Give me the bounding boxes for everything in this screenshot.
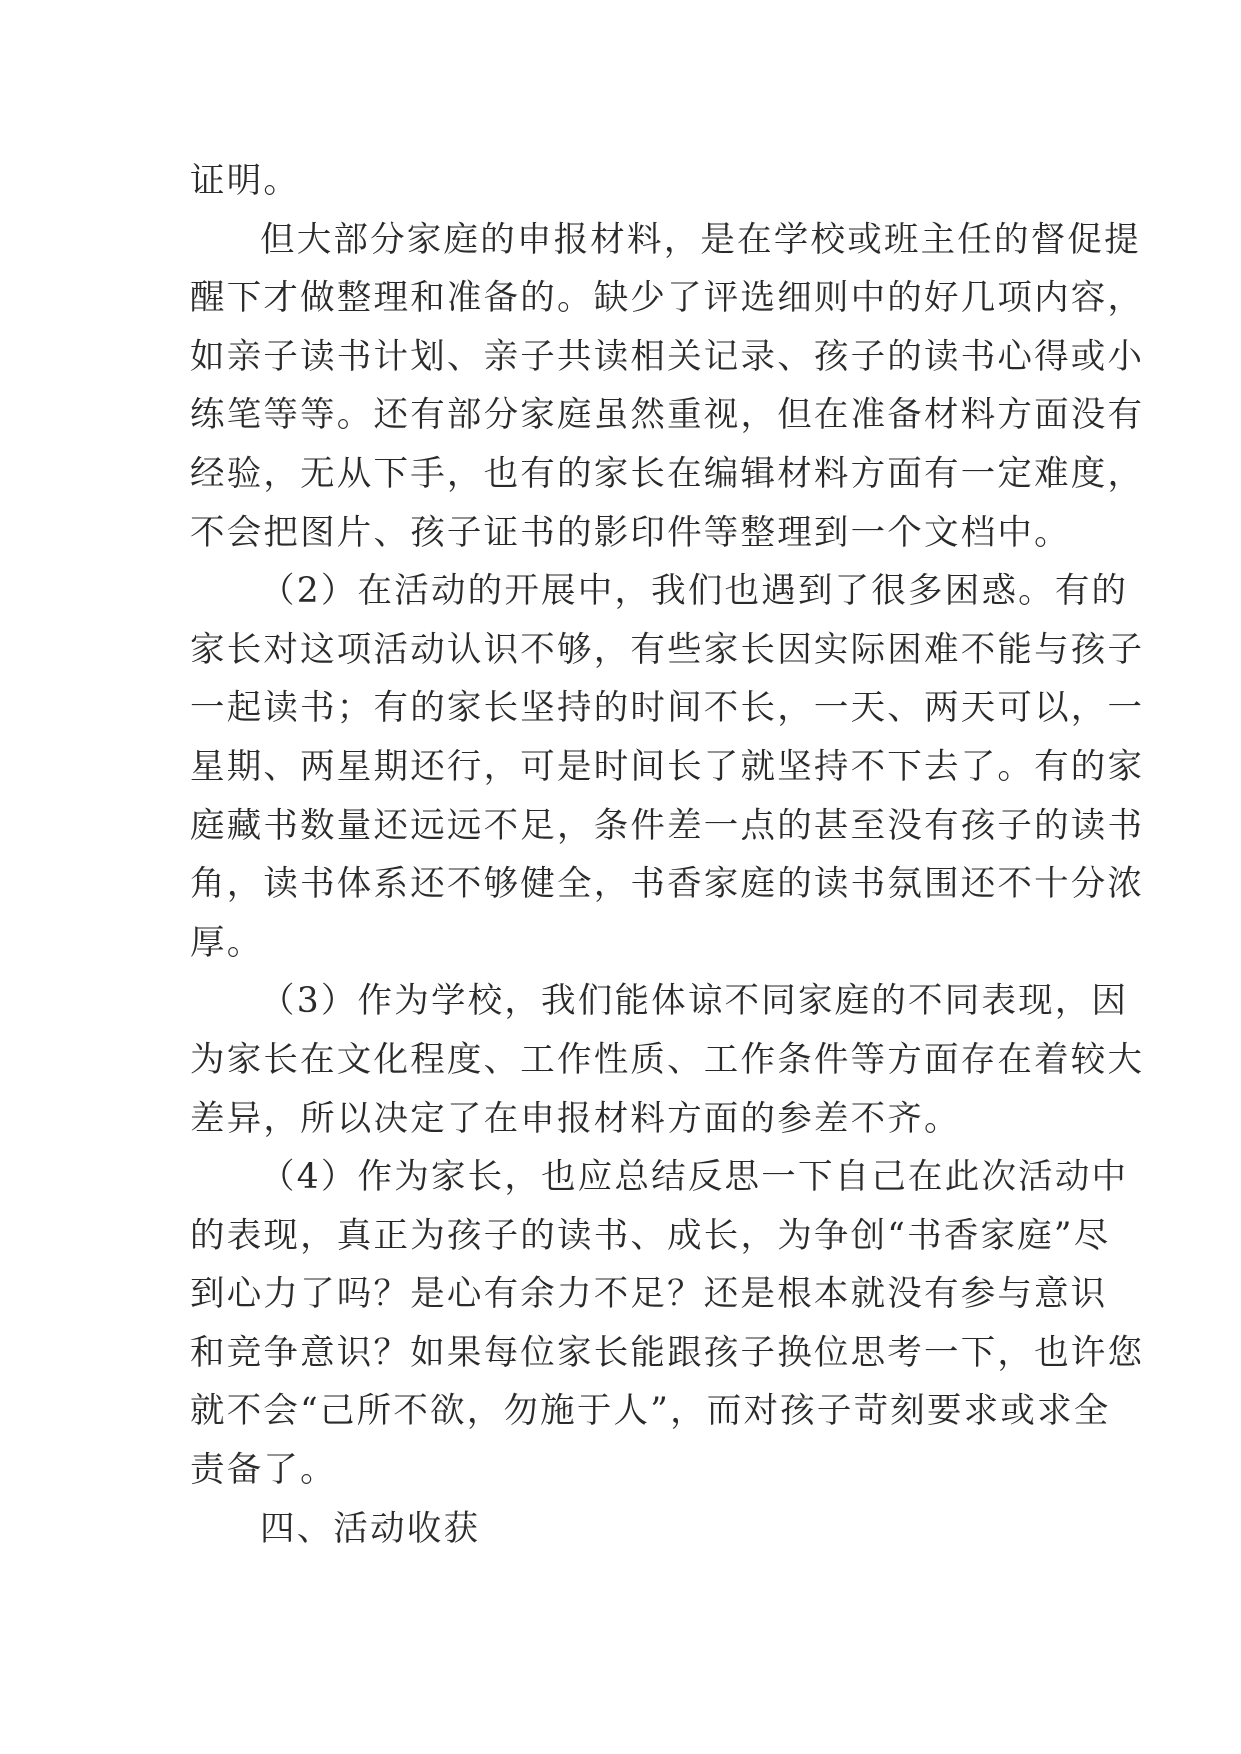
text-line: 醒下才做整理和准备的。缺少了评选细则中的好几项内容， xyxy=(190,278,1145,319)
text-line: 就不会“己所不欲，勿施于人”，而对孩子苛刻要求或求全 xyxy=(190,1391,1111,1432)
text-line: 角，读书体系还不够健全，书香家庭的读书氛围还不十分浓 xyxy=(190,864,1145,905)
text-line: 为家长在文化程度、工作性质、工作条件等方面存在着较大 xyxy=(190,1039,1145,1080)
text-line: （3）作为学校，我们能体谅不同家庭的不同表现，因 xyxy=(260,981,1129,1022)
text-line: 厚。 xyxy=(190,922,264,963)
text-line: 一起读书；有的家长坚持的时间不长，一天、两天可以，一 xyxy=(190,688,1145,729)
text-line: 星期、两星期还行，可是时间长了就坚持不下去了。有的家 xyxy=(190,746,1145,787)
text-line: （4）作为家长，也应总结反思一下自己在此次活动中 xyxy=(260,1157,1129,1198)
text-line: 责备了。 xyxy=(190,1450,337,1491)
text-line: 庭藏书数量还远远不足，条件差一点的甚至没有孩子的读书 xyxy=(190,805,1145,846)
text-line: 到心力了吗？是心有余力不足？还是根本就没有参与意识 xyxy=(190,1274,1108,1315)
text-line: 证明。 xyxy=(190,161,301,201)
text-line: 但大部分家庭的申报材料，是在学校或班主任的督促提 xyxy=(260,219,1141,260)
body-text xyxy=(190,152,1145,1558)
text-line: 家长对这项活动认识不够，有些家长因实际困难不能与孩子 xyxy=(190,629,1145,670)
text-line: 经验，无从下手，也有的家长在编辑材料方面有一定难度， xyxy=(190,453,1145,494)
text-line: 的表现，真正为孩子的读书、成长，为争创“书香家庭”尽 xyxy=(190,1215,1111,1256)
text-line: 不会把图片、孩子证书的影印件等整理到一个文档中。 xyxy=(190,512,1071,553)
text-line: （2）在活动的开展中，我们也遇到了很多困惑。有的 xyxy=(260,571,1129,612)
text-line: 如亲子读书计划、亲子共读相关记录、孩子的读书心得或小 xyxy=(190,336,1145,377)
text-line: 练笔等等。还有部分家庭虽然重视，但在准备材料方面没有 xyxy=(190,395,1145,436)
section-heading: 四、活动收获 xyxy=(260,1508,481,1549)
text-line: 和竞争意识？如果每位家长能跟孩子换位思考一下，也许您 xyxy=(190,1332,1145,1373)
text-line: 差异，所以决定了在申报材料方面的参差不齐。 xyxy=(190,1098,961,1139)
